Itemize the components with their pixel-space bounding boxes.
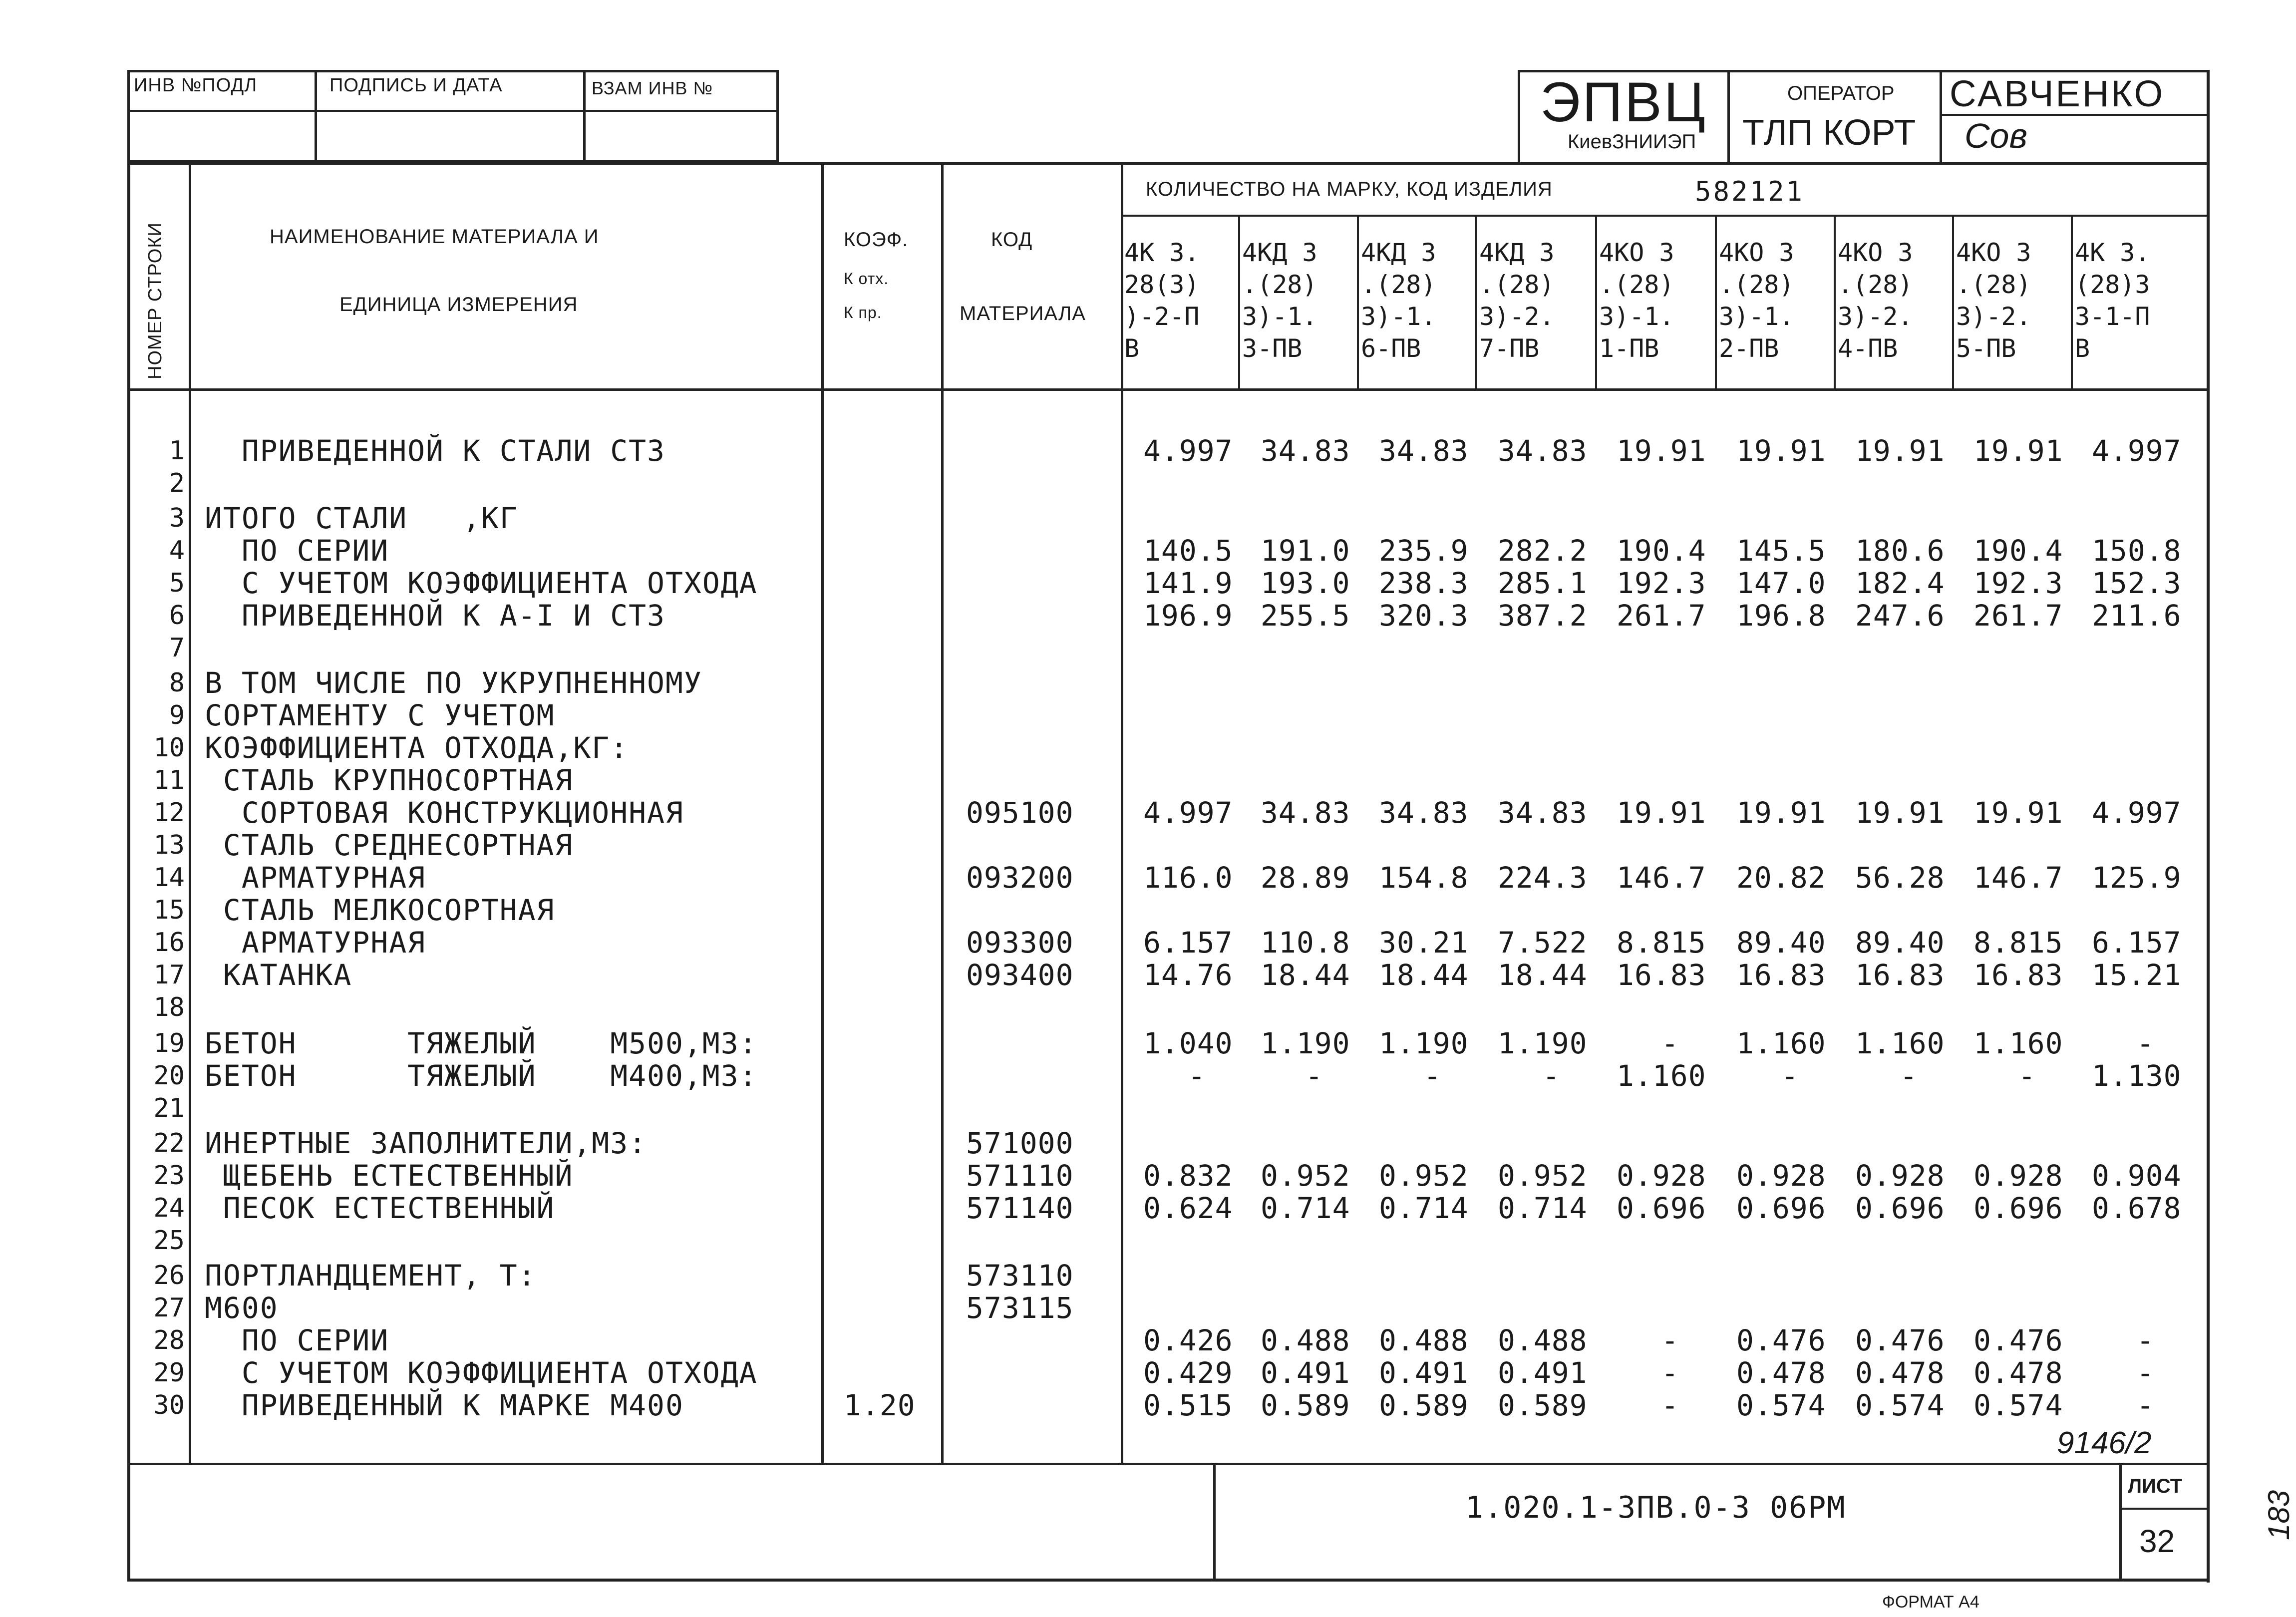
row-number: 10 [153, 733, 185, 763]
row-value: 19.91 [1973, 434, 2063, 468]
row-value: 110.8 [1261, 926, 1350, 960]
row-name: СТАЛЬ МЕЛКОСОРТНАЯ [205, 893, 555, 927]
col-div-1 [1238, 216, 1240, 389]
row-value: 140.5 [1143, 534, 1233, 568]
column-header-line: 3)-2. [1479, 302, 1555, 331]
row-value: 1.130 [2092, 1059, 2182, 1093]
row-value: 1.160 [1736, 1026, 1826, 1060]
row-value: 0.574 [1973, 1388, 2063, 1422]
row-number: 15 [153, 895, 185, 925]
row-name: ПОРТЛАНДЦЕМЕНТ, Т: [205, 1259, 537, 1293]
column-header-line: 5-ПВ [1956, 334, 2016, 363]
row-value: 0.928 [1973, 1159, 2063, 1193]
row-name: БЕТОН ТЯЖЕЛЫЙ М500,М3: [205, 1026, 758, 1060]
org-sub: КиевЗНИИЭП [1568, 131, 1696, 153]
row-value: 34.83 [1261, 434, 1350, 468]
row-number: 30 [153, 1390, 185, 1420]
column-header-line: .(28) [1838, 270, 1913, 299]
footer-vline-sheet [2119, 1465, 2122, 1580]
column-header-line: 4КД 3 [1479, 238, 1555, 267]
row-value: 261.7 [1973, 599, 2063, 633]
signature: Сов [1965, 116, 2028, 155]
row-value: 0.488 [1379, 1323, 1469, 1357]
row-name: С УЧЕТОМ КОЭФФИЦИЕНТА ОТХОДА [205, 566, 758, 600]
row-value: - [1781, 1059, 1799, 1093]
row-value: 0.952 [1498, 1159, 1588, 1193]
row-value: 0.714 [1379, 1191, 1469, 1225]
vline-code [1121, 162, 1123, 1463]
column-header-line: 3)-2. [1838, 302, 1913, 331]
row-number: 16 [153, 928, 185, 958]
row-name: ИТОГО СТАЛИ ,КГ [205, 501, 518, 535]
column-header-line: 4КД 3 [1361, 238, 1436, 267]
row-value: - [1661, 1026, 1679, 1060]
row-value: 0.696 [1617, 1191, 1706, 1225]
row-number: 21 [153, 1093, 185, 1123]
row-number: 23 [153, 1161, 185, 1191]
row-value: 180.6 [1855, 534, 1945, 568]
row-name: ПО СЕРИИ [205, 1323, 389, 1357]
row-value: 190.4 [1973, 534, 2063, 568]
row-value: - [2136, 1323, 2155, 1357]
row-value: 18.44 [1379, 958, 1469, 992]
row-value: 1.160 [1617, 1059, 1706, 1093]
row-value: 0.478 [1736, 1356, 1826, 1390]
row-name: БЕТОН ТЯЖЕЛЫЙ М400,М3: [205, 1059, 758, 1093]
row-value: 7.522 [1498, 926, 1588, 960]
column-header-line: 2-ПВ [1719, 334, 1779, 363]
column-header-line: 28(3) [1124, 270, 1200, 299]
row-code: 093400 [966, 958, 1074, 992]
stamp-vline-1 [315, 70, 317, 162]
title-vline-2 [1940, 70, 1942, 165]
row-value: 0.952 [1379, 1159, 1469, 1193]
row-value: 238.3 [1379, 566, 1469, 600]
vline-name [821, 162, 824, 1463]
footer-hline-sheet [2119, 1508, 2209, 1510]
row-value: 0.488 [1261, 1323, 1350, 1357]
row-number: 6 [169, 601, 185, 631]
row-value: 0.904 [2092, 1159, 2182, 1193]
row-name: СОРТОВАЯ КОНСТРУКЦИОННАЯ [205, 796, 684, 830]
row-value: 285.1 [1498, 566, 1588, 600]
column-header-line: .(28) [1361, 270, 1436, 299]
column-header-line: 3)-2. [1956, 302, 2031, 331]
column-header-line: .(28) [1242, 270, 1317, 299]
column-header-line: .(28) [1719, 270, 1794, 299]
row-value: 192.3 [1973, 566, 2063, 600]
row-value: - [1305, 1059, 1323, 1093]
column-header-line: 3)-1. [1361, 302, 1436, 331]
row-number: 13 [153, 830, 185, 860]
row-value: 30.21 [1379, 926, 1469, 960]
row-name: ЩЕБЕНЬ ЕСТЕСТВЕННЫЙ [205, 1159, 574, 1193]
row-value: 0.476 [1736, 1323, 1826, 1357]
row-value: 16.83 [1617, 958, 1706, 992]
row-value: 19.91 [1855, 434, 1945, 468]
row-number: 3 [169, 503, 185, 533]
row-name: СТАЛЬ КРУПНОСОРТНАЯ [205, 763, 574, 797]
hline-qty-label [1121, 215, 2209, 217]
org-name: ЭПВЦ [1540, 71, 1707, 133]
col-div-4 [1595, 216, 1597, 389]
row-value: 56.28 [1855, 861, 1945, 895]
vline-coef [941, 162, 944, 1463]
row-value: 320.3 [1379, 599, 1469, 633]
row-value: 1.190 [1498, 1026, 1588, 1060]
column-header-line: 1-ПВ [1599, 334, 1659, 363]
row-value: 4.997 [2092, 434, 2182, 468]
row-value: 125.9 [2092, 861, 2182, 895]
row-value: - [1900, 1059, 1918, 1093]
column-header-line: 3-1-П [2075, 302, 2150, 331]
row-value: 4.997 [1143, 796, 1233, 830]
row-value: 34.83 [1498, 434, 1588, 468]
row-value: 0.928 [1617, 1159, 1706, 1193]
column-header-line: (28)3 [2075, 270, 2150, 299]
row-value: 19.91 [1736, 434, 1826, 468]
row-value: 0.696 [1855, 1191, 1945, 1225]
row-number: 5 [169, 568, 185, 598]
row-value: 1.160 [1973, 1026, 2063, 1060]
row-value: 387.2 [1498, 599, 1588, 633]
row-name: С УЧЕТОМ КОЭФФИЦИЕНТА ОТХОДА [205, 1356, 758, 1390]
row-value: 1.160 [1855, 1026, 1945, 1060]
column-header-line: 3)-1. [1242, 302, 1317, 331]
row-value: - [1542, 1059, 1561, 1093]
row-value: 16.83 [1855, 958, 1945, 992]
row-value: 34.83 [1498, 796, 1588, 830]
stamp-vline-2 [583, 70, 586, 162]
row-value: 0.491 [1379, 1356, 1469, 1390]
row-value: 147.0 [1736, 566, 1826, 600]
row-value: 192.3 [1617, 566, 1706, 600]
row-value: - [1423, 1059, 1442, 1093]
operator-label: ОПЕРАТОР [1787, 82, 1895, 104]
vline-rownum [189, 162, 191, 1463]
row-value: 261.7 [1617, 599, 1706, 633]
column-header-line: )-2-П [1124, 302, 1200, 331]
row-value: 34.83 [1379, 434, 1469, 468]
row-code: 571000 [966, 1126, 1074, 1160]
stamp-hline [127, 110, 779, 112]
operator-dept: ТЛП КОРТ [1742, 113, 1916, 153]
column-header-line: 6-ПВ [1361, 334, 1421, 363]
row-value: 28.89 [1261, 861, 1350, 895]
column-header-line: 3)-1. [1719, 302, 1794, 331]
header-name-line2: ЕДИНИЦА ИЗМЕРЕНИЯ [339, 294, 578, 316]
row-value: 0.589 [1498, 1388, 1588, 1422]
column-header-line: 4К 3. [1124, 238, 1200, 267]
row-name: ПО СЕРИИ [205, 534, 389, 568]
row-value: 182.4 [1855, 566, 1945, 600]
row-value: 0.589 [1379, 1388, 1469, 1422]
row-name: ПРИВЕДЕННЫЙ К МАРКЕ М400 [205, 1388, 684, 1422]
operator-name: САВЧЕНКО [1950, 73, 2165, 114]
column-header-line: 4КО 3 [1719, 238, 1794, 267]
row-value: 89.40 [1736, 926, 1826, 960]
row-value: 14.76 [1143, 958, 1233, 992]
row-value: 0.491 [1498, 1356, 1588, 1390]
column-header-line: 3-ПВ [1242, 334, 1303, 363]
row-value: 4.997 [2092, 796, 2182, 830]
row-value: 89.40 [1855, 926, 1945, 960]
row-value: 0.928 [1736, 1159, 1826, 1193]
row-value: 247.6 [1855, 599, 1945, 633]
row-name: СОРТАМЕНТУ С УЧЕТОМ [205, 698, 555, 732]
header-code-line1: КОД [991, 229, 1033, 251]
row-value: 0.478 [1973, 1356, 2063, 1390]
row-name: КАТАНКА [205, 958, 352, 992]
row-name: В ТОМ ЧИСЛЕ ПО УКРУПНЕННОМУ [205, 666, 702, 700]
row-code: 571110 [966, 1159, 1074, 1193]
row-value: 0.476 [1973, 1323, 2063, 1357]
column-header-line: 7-ПВ [1479, 334, 1540, 363]
row-value: 16.83 [1736, 958, 1826, 992]
row-value: 0.429 [1143, 1356, 1233, 1390]
row-number: 26 [153, 1261, 185, 1291]
row-code: 573110 [966, 1259, 1074, 1293]
header-coef-line1: КОЭФ. [844, 229, 909, 251]
row-value: 0.476 [1855, 1323, 1945, 1357]
frame-left [127, 162, 130, 1580]
header-row-number: НОМЕР СТРОКИ [145, 222, 166, 379]
row-value: 0.624 [1143, 1191, 1233, 1225]
row-value: - [1661, 1356, 1679, 1390]
row-value: 0.589 [1261, 1388, 1350, 1422]
column-header-line: 4КО 3 [1838, 238, 1913, 267]
row-value: 16.83 [1973, 958, 2063, 992]
row-value: 196.9 [1143, 599, 1233, 633]
hline-table-bottom [127, 1463, 2210, 1465]
row-name: ПЕСОК ЕСТЕСТВЕННЫЙ [205, 1191, 555, 1225]
row-value: 196.8 [1736, 599, 1826, 633]
row-value: 235.9 [1379, 534, 1469, 568]
row-value: 34.83 [1261, 796, 1350, 830]
row-value: 6.157 [1143, 926, 1233, 960]
column-header-line: 4-ПВ [1838, 334, 1898, 363]
column-header-line: В [2075, 334, 2090, 363]
row-value: - [2136, 1388, 2155, 1422]
row-value: 0.832 [1143, 1159, 1233, 1193]
row-number: 28 [153, 1325, 185, 1355]
row-value: 146.7 [1617, 861, 1706, 895]
row-value: 19.91 [1855, 796, 1945, 830]
row-coef: 1.20 [844, 1388, 916, 1422]
row-value: 154.8 [1379, 861, 1469, 895]
row-value: 224.3 [1498, 861, 1588, 895]
row-value: - [1661, 1323, 1679, 1357]
row-value: - [2136, 1026, 2155, 1060]
row-value: 19.91 [1973, 796, 2063, 830]
row-value: 0.478 [1855, 1356, 1945, 1390]
row-value: 1.040 [1143, 1026, 1233, 1060]
row-value: 0.928 [1855, 1159, 1945, 1193]
row-name: СТАЛЬ СРЕДНЕСОРТНАЯ [205, 828, 574, 862]
row-value: 18.44 [1261, 958, 1350, 992]
column-header-line: .(28) [1479, 270, 1555, 299]
row-value: 0.574 [1855, 1388, 1945, 1422]
row-value: 8.815 [1617, 926, 1706, 960]
col-div-2 [1357, 216, 1359, 389]
row-value: 146.7 [1973, 861, 2063, 895]
row-number: 12 [153, 798, 185, 828]
row-value: 0.491 [1261, 1356, 1350, 1390]
row-value: - [2018, 1059, 2036, 1093]
sheet-number: 32 [2139, 1523, 2175, 1559]
column-header-line: .(28) [1599, 270, 1674, 299]
row-number: 2 [169, 468, 185, 498]
row-value: 0.515 [1143, 1388, 1233, 1422]
row-value: 0.574 [1736, 1388, 1826, 1422]
row-value: 141.9 [1143, 566, 1233, 600]
row-code: 571140 [966, 1191, 1074, 1225]
row-value: 255.5 [1261, 599, 1350, 633]
row-code: 093200 [966, 861, 1074, 895]
row-value: 0.952 [1261, 1159, 1350, 1193]
row-name: АРМАТУРНАЯ [205, 861, 426, 895]
column-header-line: 3)-1. [1599, 302, 1674, 331]
handwritten-ref: 9146/2 [2057, 1426, 2152, 1460]
row-name: КОЭФФИЦИЕНТА ОТХОДА,КГ: [205, 731, 629, 765]
row-name: ПРИВЕДЕННОЙ К СТАЛИ СТ3 [205, 434, 665, 468]
row-value: 20.82 [1736, 861, 1826, 895]
title-vline-1 [1727, 70, 1730, 165]
row-name: ИНЕРТНЫЕ ЗАПОЛНИТЕЛИ,М3: [205, 1126, 648, 1160]
row-value: 18.44 [1498, 958, 1588, 992]
row-value: 0.714 [1498, 1191, 1588, 1225]
row-value: 152.3 [2092, 566, 2182, 600]
row-value: 282.2 [1498, 534, 1588, 568]
row-number: 18 [153, 992, 185, 1022]
row-value: 15.21 [2092, 958, 2182, 992]
row-value: 0.696 [1973, 1191, 2063, 1225]
row-number: 29 [153, 1358, 185, 1388]
col-div-8 [2071, 216, 2073, 389]
row-number: 25 [153, 1226, 185, 1256]
margin-number: 183 [2262, 1490, 2296, 1540]
row-number: 20 [153, 1061, 185, 1091]
row-value: 1.190 [1261, 1026, 1350, 1060]
row-value: - [1661, 1388, 1679, 1422]
column-header-line: .(28) [1956, 270, 2031, 299]
frame-bottom [127, 1579, 2210, 1582]
row-value: 19.91 [1617, 434, 1706, 468]
header-code-line2: МАТЕРИАЛА [960, 303, 1086, 324]
row-code: 095100 [966, 796, 1074, 830]
col-div-6 [1834, 216, 1836, 389]
row-number: 22 [153, 1128, 185, 1158]
row-value: 191.0 [1261, 534, 1350, 568]
column-header-line: 4К 3. [2075, 238, 2150, 267]
hline-header-bottom [127, 388, 2210, 391]
col-div-5 [1715, 216, 1717, 389]
row-value: 0.426 [1143, 1323, 1233, 1357]
column-header-line: В [1124, 334, 1140, 363]
row-value: - [1188, 1059, 1206, 1093]
row-number: 14 [153, 863, 185, 893]
row-number: 9 [169, 700, 185, 730]
stamp-inv-podl: ИНВ №ПОДЛ [134, 75, 258, 96]
row-value: 190.4 [1617, 534, 1706, 568]
row-value: 4.997 [1143, 434, 1233, 468]
stamp-vzam-inv: ВЗАМ ИНВ № [592, 78, 713, 98]
header-product-code: 582121 [1695, 176, 1805, 207]
header-name-line1: НАИМЕНОВАНИЕ МАТЕРИАЛА И [270, 226, 599, 248]
column-header-line: 4КО 3 [1956, 238, 2031, 267]
row-number: 27 [153, 1293, 185, 1323]
row-value: 116.0 [1143, 861, 1233, 895]
row-value: 0.678 [2092, 1191, 2182, 1225]
row-value: 0.714 [1261, 1191, 1350, 1225]
row-value: 150.8 [2092, 534, 2182, 568]
sheet-label: ЛИСТ [2128, 1475, 2183, 1497]
row-number: 4 [169, 536, 185, 566]
format-label: ФОРМАТ А4 [1882, 1593, 1979, 1612]
row-value: 19.91 [1617, 796, 1706, 830]
row-value: 0.488 [1498, 1323, 1588, 1357]
header-coef-line3: К пр. [844, 304, 882, 322]
row-value: 8.815 [1973, 926, 2063, 960]
row-number: 19 [153, 1028, 185, 1058]
row-number: 1 [169, 436, 185, 466]
row-code: 573115 [966, 1291, 1074, 1325]
row-number: 11 [153, 765, 185, 795]
row-value: 0.696 [1736, 1191, 1826, 1225]
header-coef-line2: К отх. [844, 270, 889, 288]
row-number: 8 [169, 668, 185, 698]
row-value: 193.0 [1261, 566, 1350, 600]
row-name: М600 [205, 1291, 279, 1325]
doc-code: 1.020.1-3ПВ.0-3 06РМ [1465, 1490, 1846, 1525]
col-div-7 [1952, 216, 1954, 389]
row-name: АРМАТУРНАЯ [205, 926, 426, 960]
column-header-line: 4КД 3 [1242, 238, 1317, 267]
row-value: 6.157 [2092, 926, 2182, 960]
row-value: 19.91 [1736, 796, 1826, 830]
row-code: 093300 [966, 926, 1074, 960]
stamp-podpis-data: ПОДПИСЬ И ДАТА [329, 75, 503, 96]
row-number: 7 [169, 633, 185, 663]
footer-vline [1213, 1465, 1216, 1580]
row-number: 17 [153, 960, 185, 990]
row-value: - [2136, 1356, 2155, 1390]
col-div-3 [1475, 216, 1477, 389]
row-value: 34.83 [1379, 796, 1469, 830]
row-name: ПРИВЕДЕННОЙ К А-I И СТ3 [205, 599, 665, 633]
row-value: 1.190 [1379, 1026, 1469, 1060]
row-value: 211.6 [2092, 599, 2182, 633]
header-qty-label: КОЛИЧЕСТВО НА МАРКУ, КОД ИЗДЕЛИЯ [1146, 178, 1553, 200]
row-value: 145.5 [1736, 534, 1826, 568]
column-header-line: 4КО 3 [1599, 238, 1674, 267]
frame-right [2207, 70, 2210, 1583]
row-number: 24 [153, 1193, 185, 1223]
